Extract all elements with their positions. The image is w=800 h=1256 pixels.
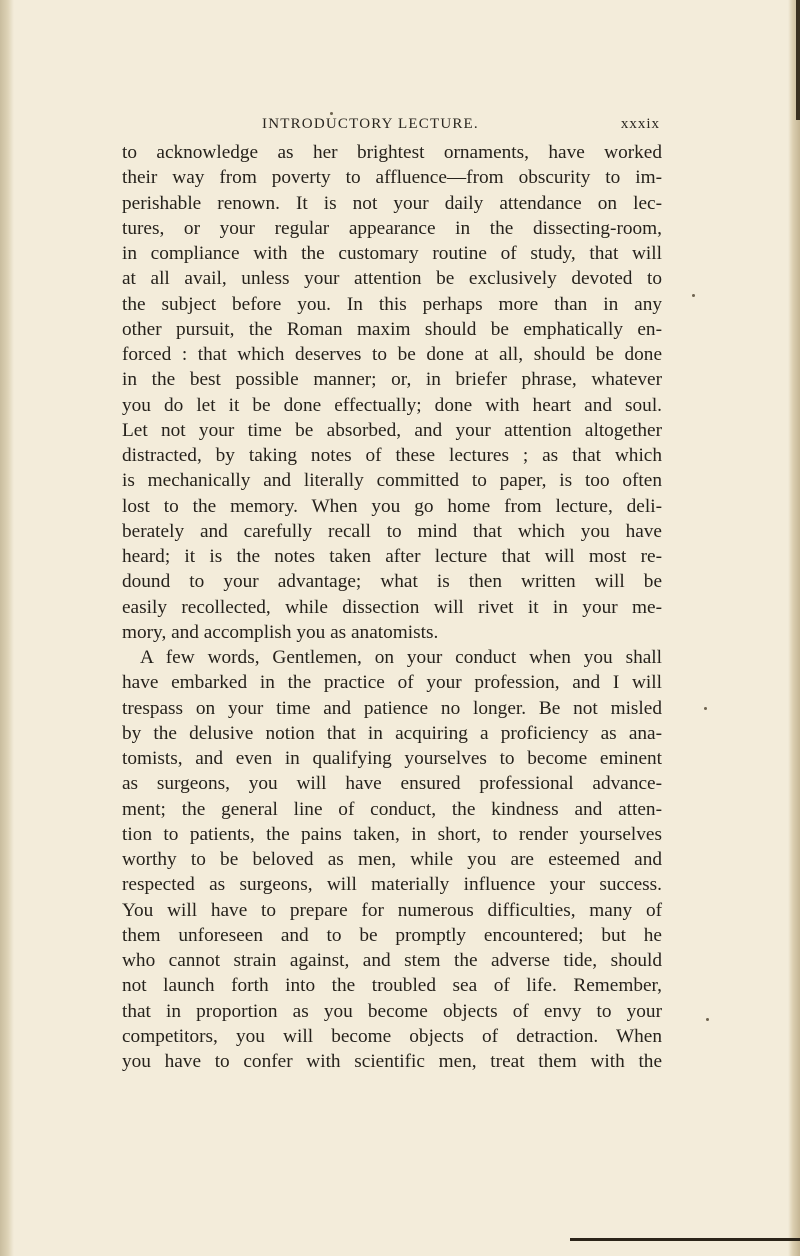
text-line: in compliance with the customary routine of study, that will <box>122 243 662 264</box>
text-line: dound to your advantage; what is then written will be <box>122 571 662 593</box>
text-line: respected as surgeons, will materially influence your success. <box>122 874 662 896</box>
text-line: tion to patients, the pains taken, in short, to render yourselves <box>122 823 662 845</box>
text-line: berately and carefully recall to mind that which you have <box>122 520 662 542</box>
text-line: ment; the general line of conduct, the kindness and atten- <box>122 798 662 820</box>
text-line: have embarked in the practice of your profession, and I will <box>122 672 662 694</box>
paper-speck <box>692 294 695 297</box>
text-line: heard; it is the notes taken after lecture that will most re- <box>122 546 662 567</box>
text-line: that in proportion as you become objects of envy to your <box>122 1000 662 1022</box>
page-number: xxxix <box>620 116 660 132</box>
text-line: Let not your time be absorbed, and your attention altogether <box>122 419 662 441</box>
text-line: worthy to be beloved as men, while you are esteemed and <box>122 849 662 870</box>
text-line: forced : that which deserves to be done at all, should be done <box>122 344 662 365</box>
text-line: by the delusive notion that in acquiring a proficiency as ana- <box>122 722 662 744</box>
body-text <box>122 140 662 1074</box>
text-line: trespass on your time and patience no longer. Be not misled <box>122 697 662 719</box>
text-line: easily recollected, while dissection will rivet it in your me- <box>122 596 662 618</box>
paper-speck <box>704 707 707 710</box>
text-line: tures, or your regular appearance in the dissecting-room, <box>122 217 662 239</box>
text-line-paragraph-start: A few words, Gentlemen, on your conduct when you shall <box>140 647 662 668</box>
text-line: not launch forth into the troubled sea of life. Remember, <box>122 975 662 997</box>
text-line: is mechanically and literally committed to paper, is too often <box>122 470 662 492</box>
text-line: you do let it be done effectually; done with heart and soul. <box>122 394 662 416</box>
page-header <box>120 116 660 138</box>
paper-speck <box>330 112 333 115</box>
text-line: their way from poverty to affluence—from obscurity to im- <box>122 167 662 189</box>
text-line: who cannot strain against, and stem the adverse tide, should <box>122 950 662 971</box>
text-line: perishable renown. It is not your daily attendance on lec- <box>122 192 662 214</box>
text-line: to acknowledge as her brightest ornaments, have worked <box>122 142 662 163</box>
page-right-edge-dark <box>796 0 800 120</box>
text-line: in the best possible manner; or, in briefer phrase, whatever <box>122 369 662 391</box>
text-line: tomists, and even in qualifying yourselves to become eminent <box>122 748 662 769</box>
text-line: them unforeseen and to be promptly encountered; but he <box>122 924 662 946</box>
page-right-edge-shadow <box>788 0 800 1256</box>
text-line: lost to the memory. When you go home from lecture, deli- <box>122 495 662 517</box>
text-line: as surgeons, you will have ensured professional advance- <box>122 773 662 795</box>
text-line-paragraph-end: mory, and accomplish you as anatomists. <box>122 621 439 643</box>
running-head: INTRODUCTORY LECTURE. <box>262 116 479 132</box>
text-line: the subject before you. In this perhaps more than in any <box>122 293 662 315</box>
text-line: You will have to prepare for numerous difficulties, many of <box>122 899 662 921</box>
text-line: competitors, you will become objects of detraction. When <box>122 1025 662 1047</box>
text-line: at all avail, unless your attention be exclusively devoted to <box>122 268 662 290</box>
paper-speck <box>706 1018 709 1021</box>
text-line: distracted, by taking notes of these lectures ; as that which <box>122 445 662 466</box>
page-left-edge-shadow <box>0 0 14 1256</box>
text-line: you have to confer with scientific men, treat them with the <box>122 1051 662 1072</box>
page-bottom-edge <box>570 1238 800 1241</box>
text-line: other pursuit, the Roman maxim should be emphatically en- <box>122 318 662 340</box>
